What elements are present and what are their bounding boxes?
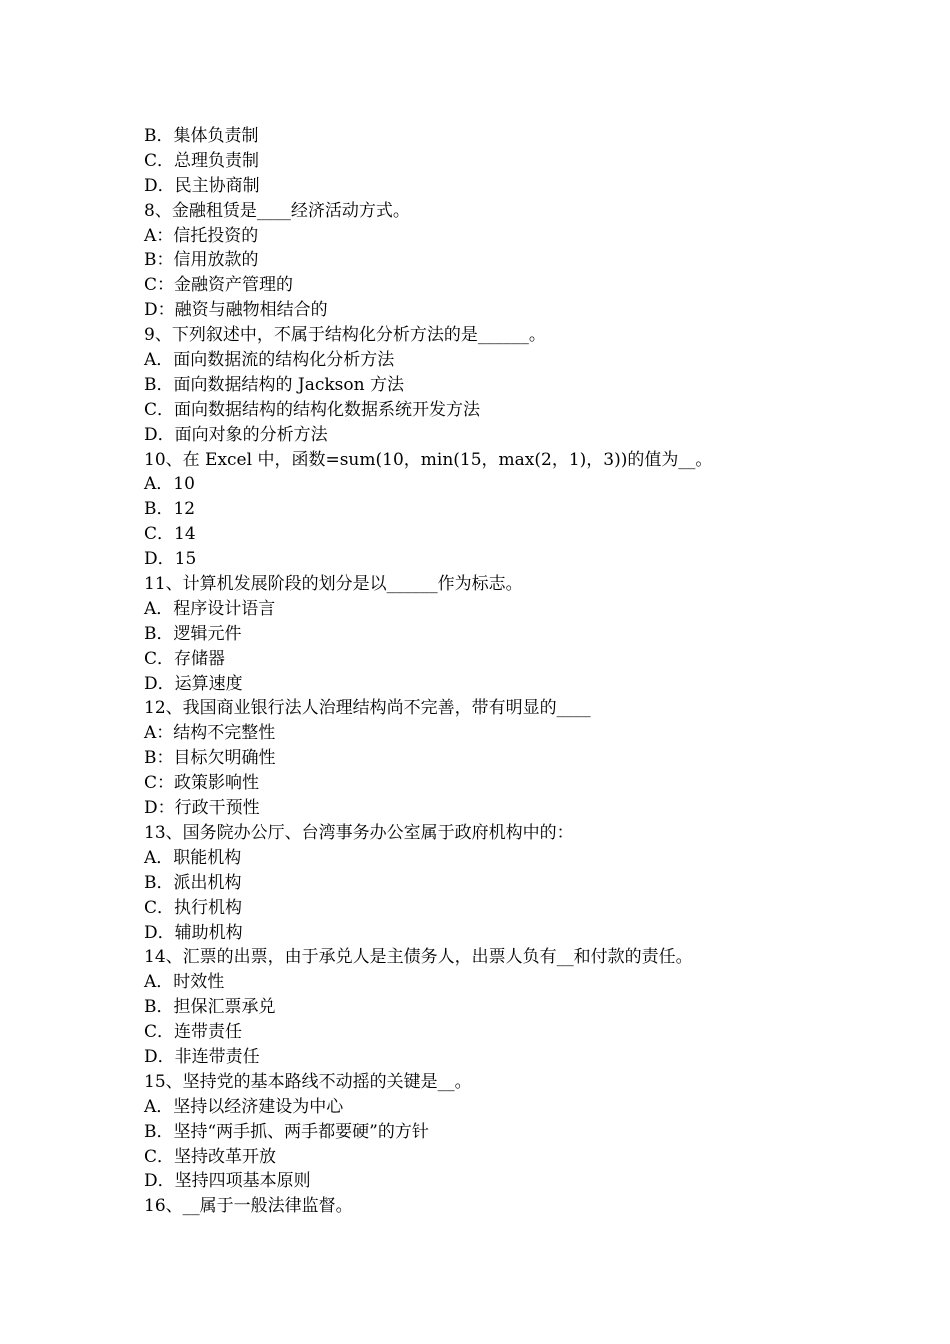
option-a-q15: A．坚持以经济建设为中心 [144, 1096, 344, 1117]
option-d-q12: D：行政干预性 [144, 798, 260, 819]
option-b-q11: B．逻辑元件 [144, 623, 242, 644]
option-a-q13: A．职能机构 [144, 847, 242, 868]
question-16: 16、__属于一般法律监督。 [144, 1196, 353, 1217]
question-14: 14、汇票的出票，由于承兑人是主债务人，出票人负有__和付款的责任。 [144, 947, 693, 968]
option-b-q13: B．派出机构 [144, 872, 242, 893]
option-c-q10: C．14 [144, 524, 196, 545]
option-a-q10: A．10 [144, 474, 195, 495]
option-c-q12: C：政策影响性 [144, 773, 260, 794]
question-13: 13、国务院办公厅、台湾事务办公室属于政府机构中的： [144, 822, 574, 843]
option-b-q8: B：信用放款的 [144, 250, 259, 271]
option-a-q9: A．面向数据流的结构化分析方法 [144, 350, 395, 371]
question-12: 12、我国商业银行法人治理结构尚不完善，带有明显的____ [144, 698, 591, 719]
option-c-q9: C．面向数据结构的结构化数据系统开发方法 [144, 399, 481, 420]
option-a-q11: A．程序设计语言 [144, 598, 276, 619]
option-b-q15: B．坚持“两手抓、两手都要硬”的方针 [144, 1121, 429, 1142]
option-a-q8: A：信托投资的 [144, 225, 259, 246]
option-c-q14: C．连带责任 [144, 1022, 243, 1043]
option-d-q13: D．辅助机构 [144, 922, 243, 943]
option-c-q7: C．总理负责制 [144, 150, 260, 171]
option-c-q11: C．存储器 [144, 648, 226, 669]
option-a-q12: A：结构不完整性 [144, 723, 276, 744]
option-d-q9: D．面向对象的分析方法 [144, 424, 328, 445]
option-c-q13: C．执行机构 [144, 897, 243, 918]
option-b-q9: B．面向数据结构的 Jackson 方法 [144, 374, 404, 395]
option-d-q14: D．非连带责任 [144, 1046, 260, 1067]
option-a-q14: A．时效性 [144, 972, 225, 993]
option-b-q10: B．12 [144, 499, 196, 520]
option-d-q11: D．运算速度 [144, 673, 243, 694]
question-11: 11、计算机发展阶段的划分是以______作为标志。 [144, 574, 523, 595]
question-15: 15、坚持党的基本路线不动摇的关键是__。 [144, 1071, 472, 1092]
option-c-q15: C．坚持改革开放 [144, 1146, 277, 1167]
question-10: 10、在 Excel 中，函数=sum(10，min(15，max(2，1)，3))的值为__。 [144, 449, 713, 470]
document-body [144, 124, 824, 1219]
option-d-q10: D．15 [144, 549, 197, 570]
option-b-q14: B．担保汇票承兑 [144, 997, 276, 1018]
option-d-q7: D．民主协商制 [144, 175, 260, 196]
option-d-q8: D：融资与融物相结合的 [144, 300, 328, 321]
option-b-q12: B：目标欠明确性 [144, 748, 276, 769]
option-c-q8: C：金融资产管理的 [144, 275, 294, 296]
option-b-q7: B．集体负责制 [144, 126, 259, 146]
question-8: 8、金融租赁是____经济活动方式。 [144, 200, 410, 221]
question-9: 9、下列叙述中，不属于结构化分析方法的是______。 [144, 325, 546, 346]
option-d-q15: D．坚持四项基本原则 [144, 1171, 311, 1192]
